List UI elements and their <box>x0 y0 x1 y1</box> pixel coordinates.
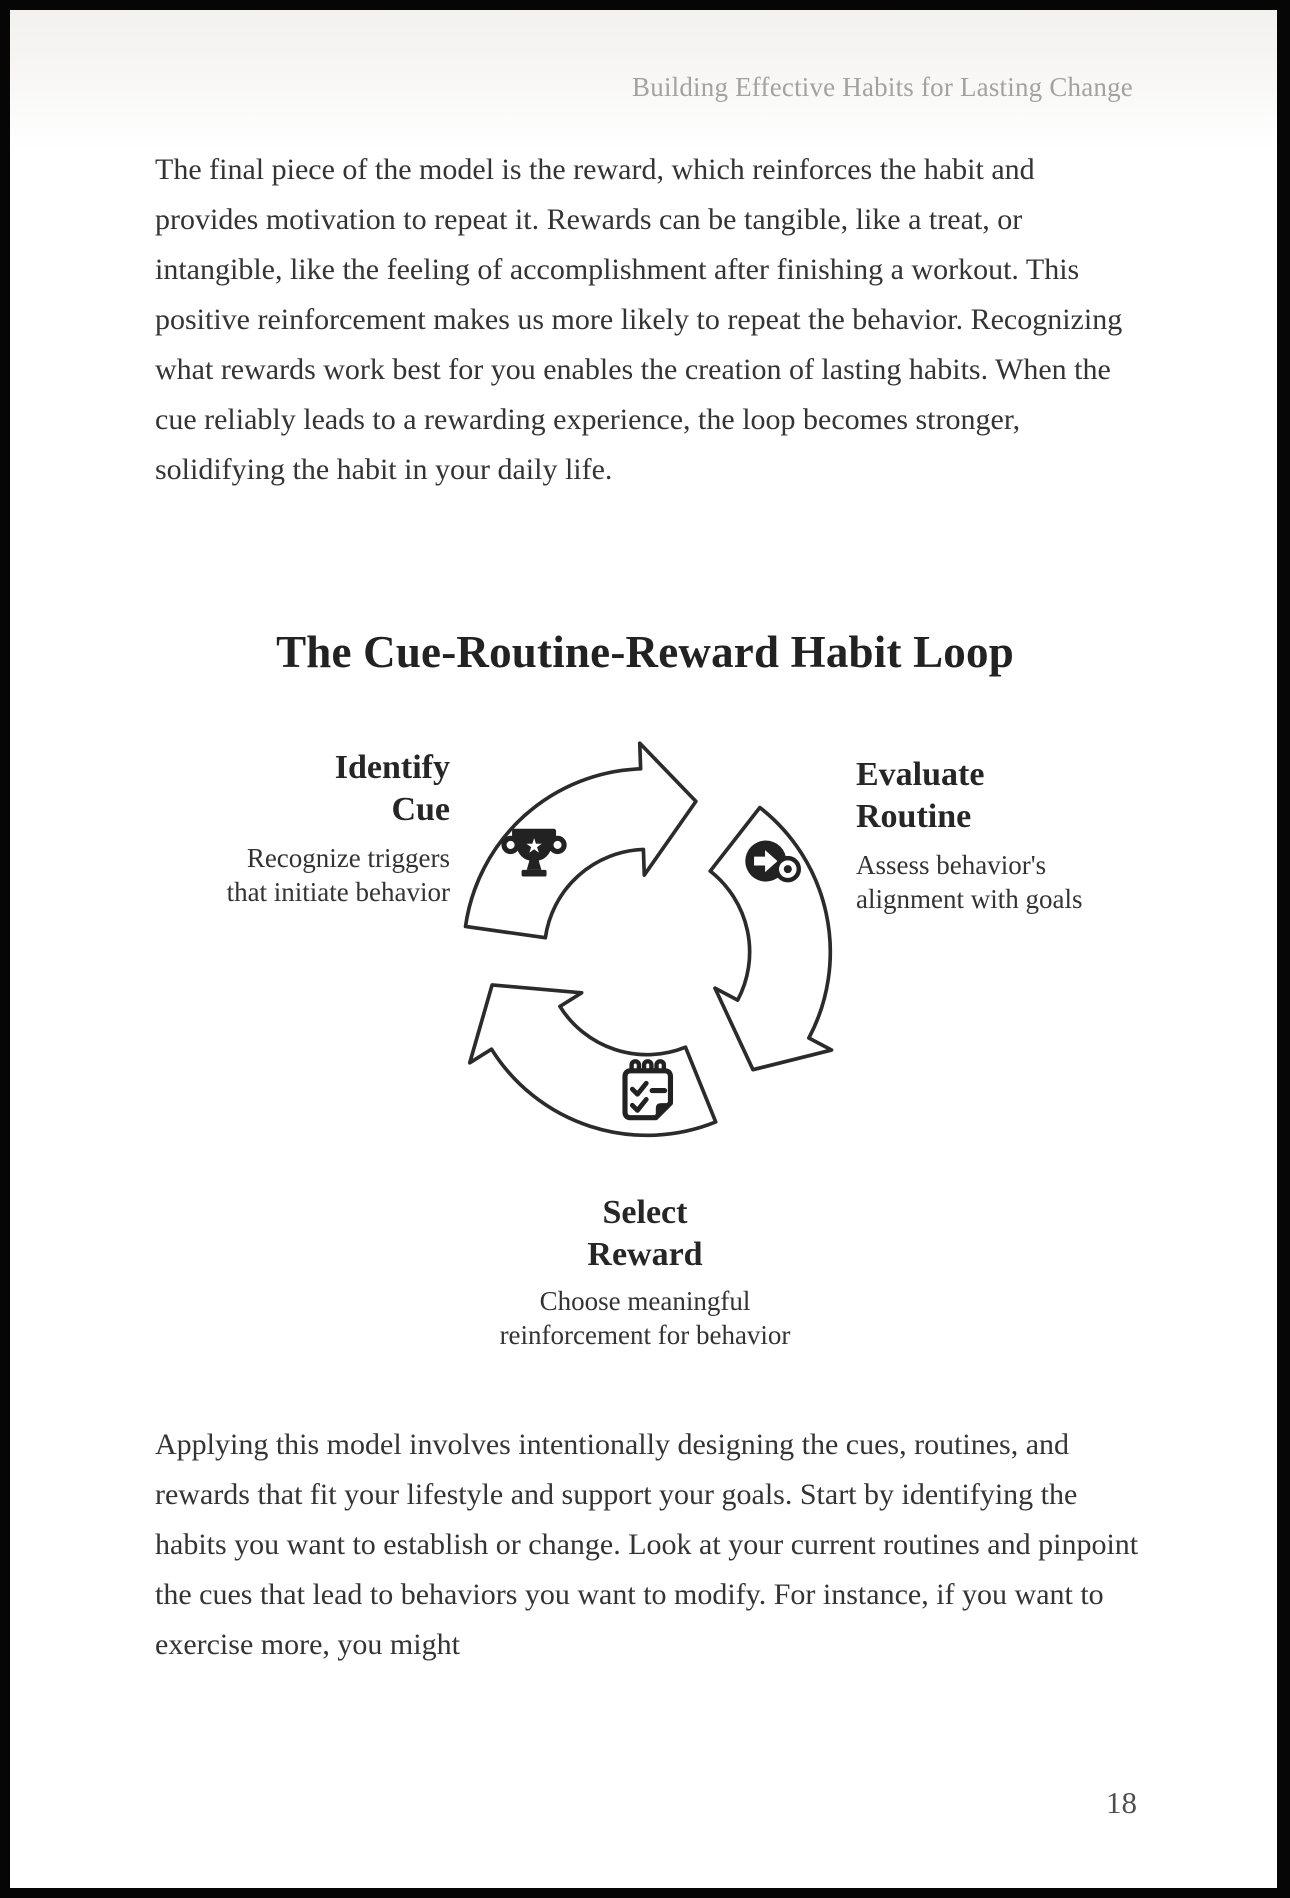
loop-arrow-bottom-left <box>470 985 716 1135</box>
letterbox-bar-bottom <box>0 1888 1290 1898</box>
step-select-reward-description: Choose meaningful reinforcement for behavior <box>499 1286 791 1350</box>
checklist-icon <box>625 1061 670 1117</box>
step-identify-cue-description: Recognize triggers that initiate behavior <box>226 843 450 907</box>
step-evaluate-routine-title: Evaluate Routine <box>856 756 985 835</box>
step-identify-cue-title: Identify Cue <box>334 749 450 828</box>
step-select-reward-title: Select Reward <box>587 1194 703 1273</box>
running-header: Building Effective Habits for Lasting Change <box>632 72 1133 102</box>
loop-arrow-top <box>466 743 696 938</box>
page-number: 18 <box>1106 1785 1137 1820</box>
letterbox-bar-right <box>1277 0 1290 1898</box>
habit-loop-diagram <box>427 732 867 1172</box>
paragraph-reward: The final piece of the model is the reward, which reinforces the habit and provides motivation to repeat it. Rewards can be tangible, like a treat, or intangible, like the feeling of accomplishment after finishing a workout. This positive reinforcement makes us more likely to repeat the behavior. Recognizing what rewards work best for you enables the creation of lasting habits. When the cue reliably leads to a rewarding experience, the loop becomes stronger, solidifying the habit in your daily life. <box>155 153 1123 486</box>
trophy-star-glyph: ★ <box>525 834 543 858</box>
step-evaluate-routine-description: Assess behavior's alignment with goals <box>856 850 1083 914</box>
letterbox-bar-top <box>0 0 1290 10</box>
diagram-title: The Cue-Routine-Reward Habit Loop <box>276 627 1014 677</box>
paragraph-applying: Applying this model involves intentionally designing the cues, routines, and rewards that fit your lifestyle and support your goals. Start by identifying the habits you want to establish or change. Look at your current routines and pinpoint the cues that lead to behaviors you want to modify. For instance, if you want to exercise more, you might <box>155 1428 1139 1661</box>
letterbox-bar-left <box>0 0 10 1898</box>
